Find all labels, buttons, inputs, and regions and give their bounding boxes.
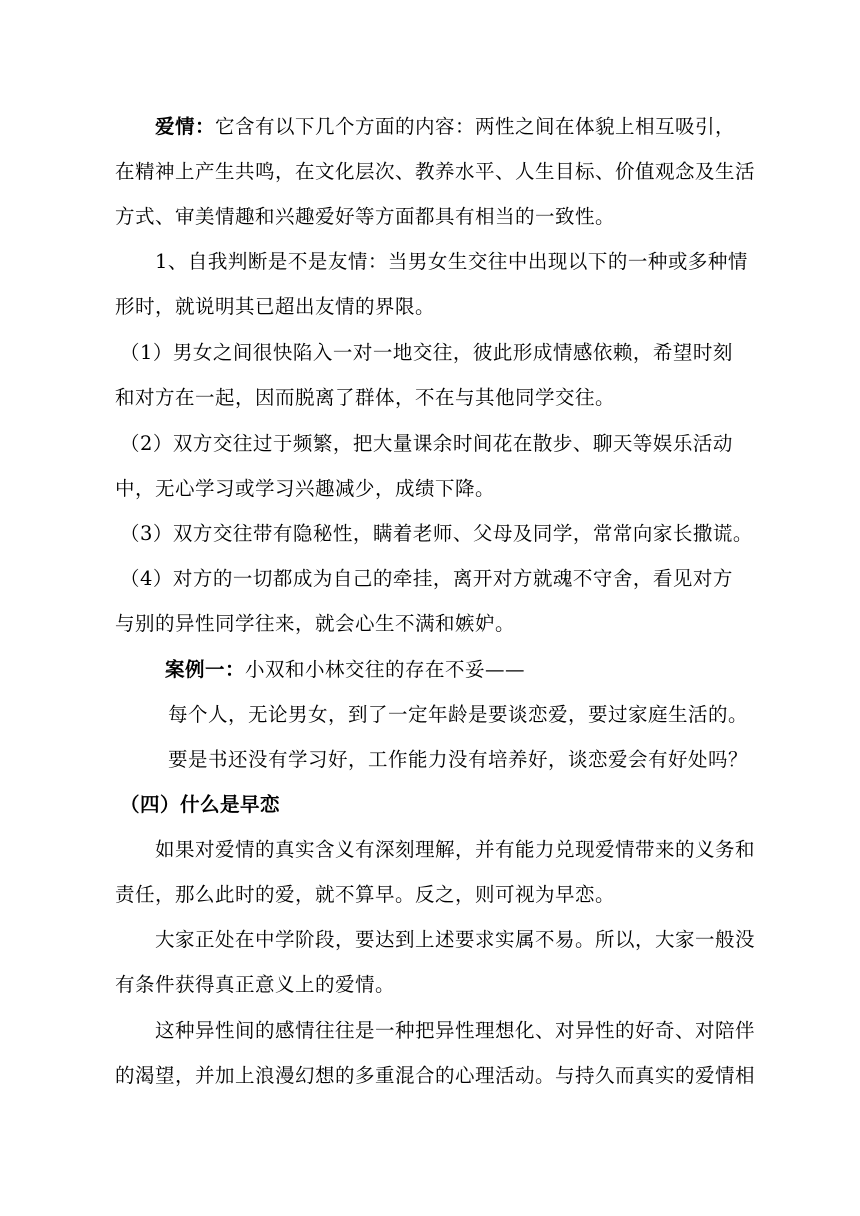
case-1-line-3: 要是书还没有学习好，工作能力没有培养好，谈恋爱会有好处吗？	[168, 748, 749, 771]
item-1-line-1: （1）男女之间很快陷入一对一地交往，彼此形成情感依赖，希望时刻	[120, 341, 733, 364]
self-judgment-line-2: 形时，就说明其已超出友情的界限。	[115, 295, 436, 318]
case-1-label: 案例一：	[165, 658, 246, 681]
feelings-line-2: 的渴望，并加上浪漫幻想的多重混合的心理活动。与持久而真实的爱情相	[115, 1064, 756, 1087]
item-3-line-1: （3）双方交往带有隐秘性，瞒着老师、父母及同学，常常向家长撒谎。	[120, 522, 753, 545]
item-2-line-2: 中，无心学习或学习兴趣减少，成绩下降。	[115, 477, 496, 500]
item-4-line-1: （4）对方的一切都成为自己的牵挂，离开对方就魂不守舍，看见对方	[120, 567, 733, 590]
feelings-line-1: 这种异性间的感情往往是一种把异性理想化、对异性的好奇、对陪伴	[155, 1019, 756, 1042]
middle-school-line-2: 有条件获得真正意义上的爱情。	[115, 973, 396, 996]
true-love-line-1: 如果对爱情的真实含义有深刻理解，并有能力兑现爱情带来的义务和	[155, 838, 756, 861]
self-judgment-line-1: 1、自我判断是不是友情：当男女生交往中出现以下的一种或多种情	[155, 250, 748, 273]
case-1-heading	[165, 658, 525, 682]
love-definition-line-1	[155, 115, 735, 139]
section-4-heading: （四）什么是早恋	[120, 793, 281, 816]
love-definition-line-3: 方式、审美情趣和兴趣爱好等方面都具有相当的一致性。	[115, 205, 616, 228]
item-1-line-2: 和对方在一起，因而脱离了群体，不在与其他同学交往。	[115, 386, 616, 409]
item-4-line-2: 与别的异性同学往来，就会心生不满和嫉妒。	[115, 612, 516, 635]
case-1-line-2: 每个人，无论男女，到了一定年龄是要谈恋爱，要过家庭生活的。	[168, 703, 749, 726]
item-2-line-1: （2）双方交往过于频繁，把大量课余时间花在散步、聊天等娱乐活动	[120, 432, 733, 455]
middle-school-line-1: 大家正处在中学阶段，要达到上述要求实属不易。所以，大家一般没	[155, 928, 756, 951]
love-definition-text: 它含有以下几个方面的内容：两性之间在体貌上相互吸引，	[215, 115, 736, 138]
case-1-text: 小双和小林交往的存在不妥——	[245, 658, 526, 681]
true-love-line-2: 责任，那么此时的爱，就不算早。反之，则可视为早恋。	[115, 883, 616, 906]
love-definition-line-2: 在精神上产生共鸣，在文化层次、教养水平、人生目标、价值观念及生活	[115, 160, 756, 183]
love-label: 爱情：	[155, 115, 216, 138]
